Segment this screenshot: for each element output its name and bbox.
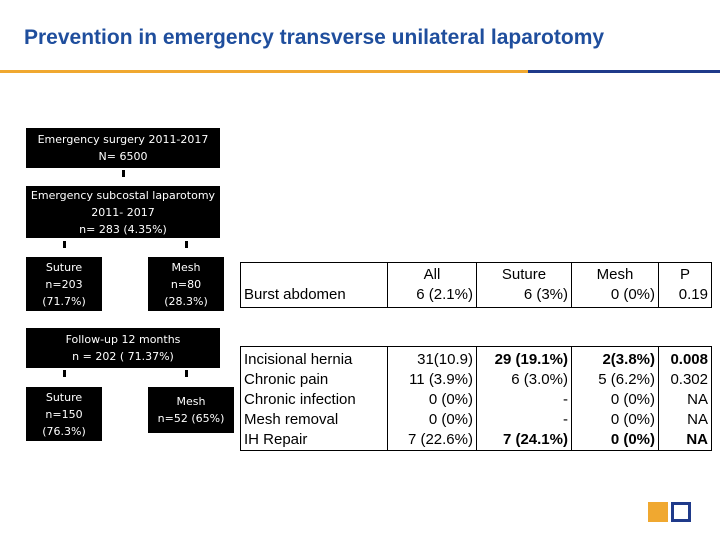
table-header-row <box>241 263 712 286</box>
cell-mesh: 5 (6.2%) <box>572 370 659 390</box>
cell-mesh: 0 (0%) <box>572 390 659 410</box>
box-mesh-followup-line1: Mesh <box>176 395 206 408</box>
connector <box>185 370 188 377</box>
cell-p: NA <box>659 430 712 451</box>
cell-p: 0.302 <box>659 370 712 390</box>
box-follow-up-line2: n = 202 ( 71.37%) <box>72 350 174 363</box>
header-p: P <box>659 263 712 286</box>
box-mesh-followup <box>148 387 234 433</box>
header-all: All <box>388 263 477 286</box>
table-row <box>241 347 712 371</box>
cell-p: NA <box>659 390 712 410</box>
connector <box>185 241 188 248</box>
table-row <box>241 370 712 390</box>
box-suture-group <box>26 257 102 311</box>
box-suture-line3: (71.7%) <box>42 294 86 308</box>
cell-all: 31(10.9) <box>388 347 477 371</box>
box-mesh-line3: (28.3%) <box>164 294 208 308</box>
cell-all: 11 (3.9%) <box>388 370 477 390</box>
table-row <box>241 430 712 451</box>
cell-p: 0.19 <box>659 285 712 308</box>
cell-all: 0 (0%) <box>388 390 477 410</box>
row-label: Chronic infection <box>241 390 388 410</box>
box-emergency-surgery-line2: N= 6500 <box>98 150 148 163</box>
cell-suture: 29 (19.1%) <box>477 347 572 371</box>
row-label: Incisional hernia <box>241 347 388 371</box>
table-row <box>241 390 712 410</box>
box-subcostal-line3: n= 283 (4.35%) <box>79 222 167 236</box>
row-label: IH Repair <box>241 430 388 451</box>
cell-suture: 6 (3%) <box>477 285 572 308</box>
box-subcostal-line1: Emergency subcostal laparotomy <box>30 188 216 202</box>
cell-mesh: 2(3.8%) <box>572 347 659 371</box>
table-row <box>241 410 712 430</box>
box-suture-followup-line1: Suture <box>45 390 83 404</box>
box-emergency-surgery <box>26 128 220 168</box>
cell-all: 6 (2.1%) <box>388 285 477 308</box>
box-suture-line1: Suture <box>45 260 83 274</box>
row-label: Mesh removal <box>241 410 388 430</box>
box-mesh-group <box>148 257 224 311</box>
title-underline-blue <box>528 70 720 73</box>
box-follow-up <box>26 328 220 368</box>
logo-orange-square <box>648 502 668 522</box>
box-subcostal-laparotomy <box>26 186 220 238</box>
cell-mesh: 0 (0%) <box>572 410 659 430</box>
header-label-cell <box>241 263 388 286</box>
table-row <box>241 285 712 308</box>
cell-all: 7 (22.6%) <box>388 430 477 451</box>
cell-p: NA <box>659 410 712 430</box>
cell-p: 0.008 <box>659 347 712 371</box>
connector <box>63 370 66 377</box>
box-suture-followup-line2: n=150 <box>45 407 83 421</box>
box-emergency-surgery-line1: Emergency surgery 2011-2017 <box>37 133 209 146</box>
box-mesh-followup-line2: n=52 (65%) <box>157 412 225 425</box>
cell-suture: 7 (24.1%) <box>477 430 572 451</box>
row-label: Chronic pain <box>241 370 388 390</box>
table-spacer-row <box>241 308 712 347</box>
cell-mesh: 0 (0%) <box>572 285 659 308</box>
cell-suture: - <box>477 410 572 430</box>
logo-blue-square <box>671 502 691 522</box>
slide-title: Prevention in emergency transverse unilateral laparotomy <box>24 26 605 49</box>
row-label: Burst abdomen <box>241 285 388 308</box>
box-mesh-line1: Mesh <box>171 260 201 274</box>
connector <box>63 241 66 248</box>
box-suture-followup <box>26 387 102 441</box>
box-suture-line2: n=203 <box>45 277 83 291</box>
connector <box>122 170 125 177</box>
box-suture-followup-line3: (76.3%) <box>42 424 86 438</box>
header-mesh: Mesh <box>572 263 659 286</box>
cell-suture: - <box>477 390 572 410</box>
cell-mesh: 0 (0%) <box>572 430 659 451</box>
box-subcostal-line2: 2011- 2017 <box>91 205 155 219</box>
title-underline-orange <box>0 70 528 73</box>
results-table <box>240 262 712 451</box>
box-mesh-line2: n=80 <box>170 277 202 291</box>
cell-all: 0 (0%) <box>388 410 477 430</box>
cell-suture: 6 (3.0%) <box>477 370 572 390</box>
box-follow-up-line1: Follow-up 12 months <box>65 333 181 346</box>
header-suture: Suture <box>477 263 572 286</box>
